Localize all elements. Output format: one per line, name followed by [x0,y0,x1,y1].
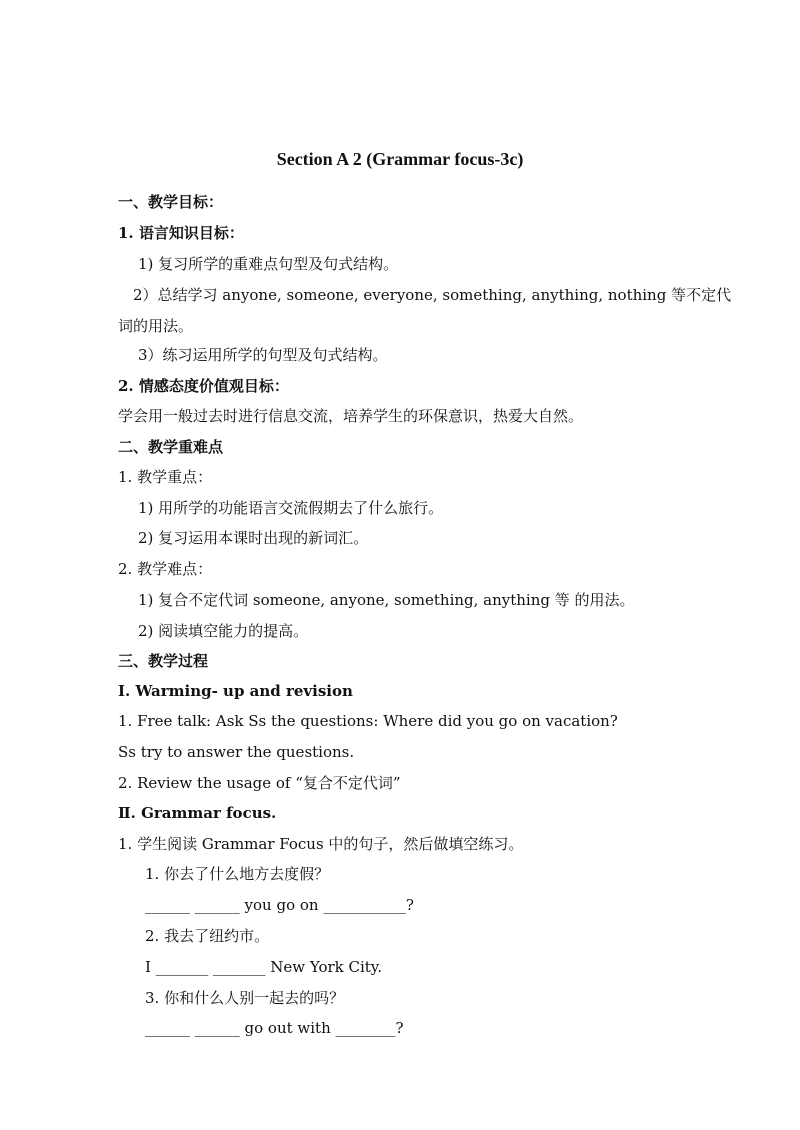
heading-teaching-objectives: 一、教学目标： [118,193,224,211]
heading-key-difficult-points: 二、教学重难点 [118,438,224,456]
exercise-blank-3: ______ ______ go out with ________? [145,1019,404,1037]
objective-item-3: 3）练习运用所学的句型及句式结构。 [138,346,388,364]
exercise-question-3: 3. 你和什么人别一起去的吗？ [145,989,345,1007]
subheading-key-points: 1. 教学重点： [118,468,213,486]
warming-up-step-1-continued: Ss try to answer the questions. [118,743,355,761]
heading-teaching-process: 三、教学过程 [118,652,209,670]
warming-up-step-1: 1. Free talk: Ask Ss the questions: Where did you go on vacation? [118,712,618,730]
objective-item-1: 1) 复习所学的重难点句型及句式结构。 [138,255,399,273]
section-warming-up: Ⅰ. Warming- up and revision [118,682,353,700]
exercise-blank-2: I _______ _______ New York City. [145,958,383,976]
exercise-blank-1: ______ ______ you go on ___________? [145,896,414,914]
key-point-item-2: 2) 复习运用本课时出现的新词汇。 [138,529,369,547]
warming-up-step-2: 2. Review the usage of “复合不定代词” [118,774,401,792]
exercise-question-2: 2. 我去了纽约市。 [145,927,270,945]
document-title: Section A 2 (Grammar focus-3c) [276,149,524,169]
objective-item-2-continued: 词的用法。 [118,317,194,335]
grammar-focus-step-1: 1. 学生阅读 Grammar Focus 中的句子，然后做填空练习。 [118,835,524,853]
difficult-point-item-1: 1) 复合不定代词 someone, anyone, something, anything 等 的用法。 [138,591,635,609]
section-grammar-focus: Ⅱ. Grammar focus. [118,804,277,822]
key-point-item-1: 1) 用所学的功能语言交流假期去了什么旅行。 [138,499,444,517]
emotional-objective-text: 学会用一般过去时进行信息交流，培养学生的环保意识，热爱大自然。 [118,407,584,425]
exercise-question-1: 1. 你去了什么地方去度假？ [145,865,330,883]
difficult-point-item-2: 2) 阅读填空能力的提高。 [138,622,309,640]
subheading-emotional-attitude: 2. 情感态度价值观目标： [118,377,289,395]
subheading-language-knowledge: 1. 语言知识目标： [118,224,244,242]
subheading-difficult-points: 2. 教学难点： [118,560,213,578]
objective-item-2: 2）总结学习 anyone, someone, everyone, something, anything, nothing 等不定代 [133,286,732,304]
